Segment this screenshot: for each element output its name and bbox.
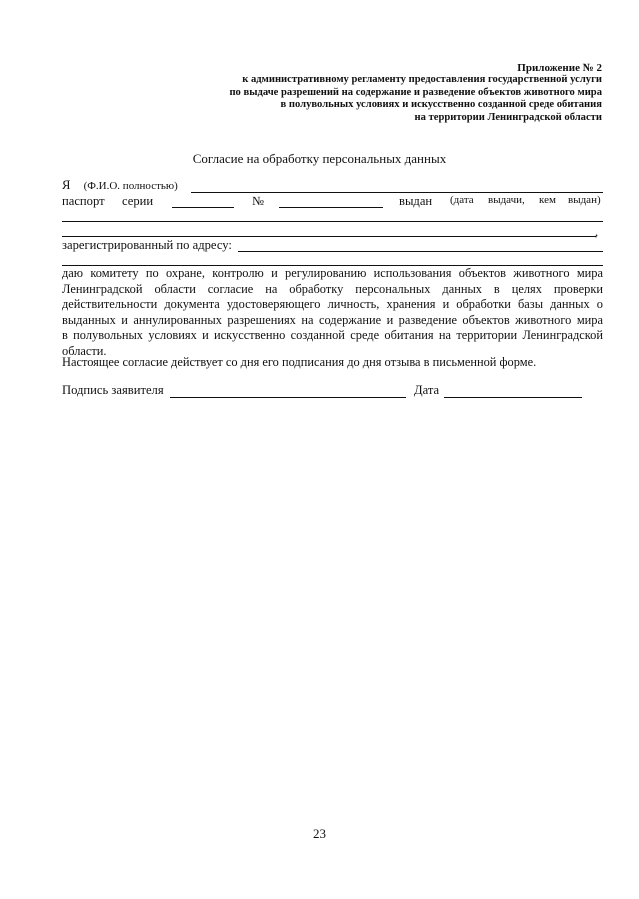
issued-hint-by: кем xyxy=(539,194,556,206)
issued-hint-who: выдан) xyxy=(568,194,601,206)
series-input-line[interactable] xyxy=(172,207,234,208)
appendix-header xyxy=(229,62,602,124)
fio-input-line[interactable] xyxy=(191,192,603,193)
consent-line: Ленинградской области согласие на обработку персональных данных в целях проверки xyxy=(62,281,603,296)
address-label: зарегистрированный по адресу: xyxy=(62,238,232,252)
validity-paragraph xyxy=(62,355,603,371)
address-input-line[interactable] xyxy=(238,251,603,252)
fio-label: (Ф.И.О. полностью) xyxy=(83,180,178,192)
page-number: 23 xyxy=(313,826,326,841)
date-input-line[interactable] xyxy=(444,397,582,398)
issued-hint-issue: выдачи, xyxy=(488,194,525,206)
fio-label-ya: Я xyxy=(62,178,71,192)
consent-line: в полувольных условиях и искусственно созданной среде обитания на территории Ленинградской xyxy=(62,328,603,343)
consent-line: даю комитету по охране, контролю и регулированию использования объектов животного мира xyxy=(62,266,603,280)
appendix-title: Приложение № 2 xyxy=(517,62,602,74)
issued-by-line-1[interactable] xyxy=(62,221,603,222)
passport-label: паспорт xyxy=(62,194,105,208)
fio-row xyxy=(62,178,603,193)
issued-by-line-2[interactable] xyxy=(62,236,596,237)
consent-line: области. xyxy=(62,343,107,358)
consent-paragraph xyxy=(62,266,603,360)
consent-line: действительности документа удостоверяющего личность, хранения и обработки базы данных о xyxy=(62,297,603,312)
validity-text: Настоящее согласие действует со дня его подписания до дня отзыва в письменной форме. xyxy=(62,355,537,369)
issued-hint-date: (дата xyxy=(450,194,474,206)
number-input-line[interactable] xyxy=(279,207,383,208)
appendix-line: в полувольных условиях и искусственно созданной среде обитания xyxy=(280,99,602,111)
signature-row xyxy=(62,383,164,398)
appendix-line: по выдаче разрешений на содержание и разведение объектов животного мира xyxy=(229,86,602,98)
number-label: № xyxy=(252,194,265,208)
date-label: Дата xyxy=(414,383,440,397)
series-label: серии xyxy=(122,194,154,208)
appendix-line: к административному регламенту предоставления государственной услуги xyxy=(242,74,602,86)
issued-label: выдан xyxy=(399,194,433,208)
signature-label: Подпись заявителя xyxy=(62,383,164,397)
signature-input-line[interactable] xyxy=(170,397,406,398)
appendix-line: на территории Ленинградской области xyxy=(414,111,602,123)
issued-line-comma: , xyxy=(595,225,599,239)
consent-line: выданных и аннулированных разрешениях на содержание и разведение объектов животного мира xyxy=(62,312,603,327)
document-title: Согласие на обработку персональных данных xyxy=(192,151,447,166)
